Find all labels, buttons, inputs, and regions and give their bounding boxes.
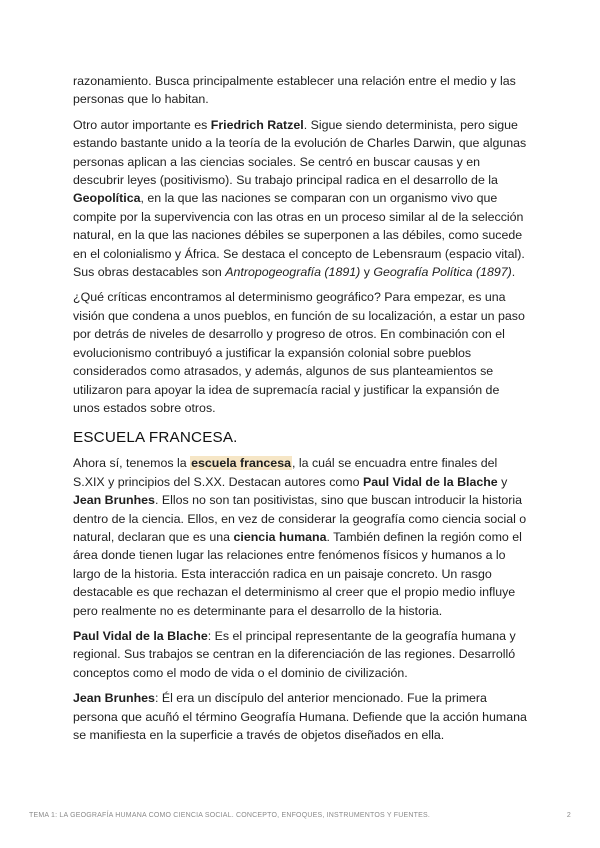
brunhes-label: Jean Brunhes [73,691,155,706]
geopolitica-term: Geopolítica [73,191,141,206]
paragraph-brunhes: Jean Brunhes: Él era un discípulo del anterior mencionado. Fue la primera persona que acuñó el término Geografía Humana. Defiende que la acción humana se manifiesta en la superficie a través de objetos diseñados en ella. [73,691,527,742]
work-antropogeografia: Antropogeografía (1891) [225,265,361,280]
ciencia-humana-term: ciencia humana [233,529,327,544]
ratzel-name: Friedrich Ratzel [210,117,304,132]
paragraph-intro: razonamiento. Busca principalmente establecer una relación entre el medio y las personas que lo habitan. [73,74,516,107]
work-geografia-politica: Geografía Política (1897) [373,265,512,280]
page-footer [29,812,571,819]
document-page [73,72,528,751]
footer-title: TEMA 1: LA GEOGRAFÍA HUMANA COMO CIENCIA SOCIAL. CONCEPTO, ENFOQUES, INSTRUMENTOS Y FUENTES. [29,812,431,819]
paragraph-vidal: Paul Vidal de la Blache: Es el principal representante de la geografía humana y regional. Sus trabajos se centran en la diferenciación de las regiones. Desarrolló conceptos como el modo de vida o el dominio de civilización. [73,628,516,680]
paragraph-critics: ¿Qué críticas encontramos al determinismo geográfico? Para empezar, es una visión que condena a unos pueblos, en función de su localización, a estar un paso por detrás de niveles de desarrollo y progreso de otros. En combinación con el evolucionismo contribuyó a justificar la expansión colonial sobre pueblos considerados como atrasados, y además, algunos de sus planteamientos se utilizaron para apoyar la idea de supremacía racial y justificar la expansión de unos estados sobre otros. [73,290,525,415]
escuela-francesa-highlight: escuela francesa [191,456,291,471]
vidal-name: Paul Vidal de la Blache [362,474,498,489]
brunhes-name: Jean Brunhes [73,493,155,508]
section-heading: ESCUELA FRANCESA. [73,429,238,447]
paragraph-ratzel: Otro autor importante es Friedrich Ratzel. Sigue siendo determinista, pero sigue estando bastante unido a la teoría de la evolución de Charles Darwin, que algunas personas aplican a las ciencias sociales. Se centró en buscar causas y en descubrir leyes (positivismo). Su trabajo principal radica en el desarrollo de la Geopolítica, en la que las naciones se comparan con un organismo vivo que compite por la supervivencia con las otras en un proceso similar al de la selección natural, en la que las naciones débiles se superponen a las débiles, como sucede en el colonialismo y África. Se destaca el concepto de Lebensraum (espacio vital). Sus obras destacables son Antropogeografía (1891) y Geografía Política (1897). [73,117,527,280]
paragraph-french-school: Ahora sí, tenemos la escuela francesa, la cuál se encuadra entre finales del S.XIX y principios del S.XX. Destacan autores como Paul Vidal de la Blache y Jean Brunhes. Ellos no son tan positivistas, sino que buscan introducir la historia dentro de la ciencia. Ellos, en vez de considerar la geografía como ciencia social o natural, declaran que es una ciencia humana. También definen la región como el área donde tienen lugar las relaciones entre fenómenos físicos y humanos a lo largo de la historia. Esta interacción radica en un paisaje concreto. Un rasgo destacable es que rechazan el determinismo al creer que el propio medio influye pero realmente no es determinante para el desarrollo de la historia. [73,456,527,618]
page-number: 2 [566,812,571,819]
vidal-label: Paul Vidal de la Blache [73,628,208,643]
